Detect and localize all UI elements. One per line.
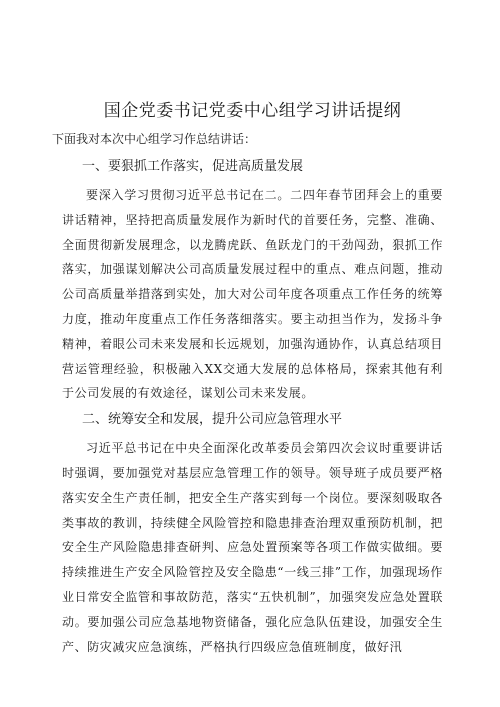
page-title: 国企党委书记党委中心组学习讲话提纲 (103, 101, 402, 121)
section-heading-1: 一、要狠抓工作落实，促进高质量发展 (82, 159, 304, 174)
intro-text: 下面我对本次中心组学习作总结讲话： (52, 132, 257, 146)
section-body-2: 习近平总书记在中央全面深化改革委员会第四次会议时重要讲话时强调，要加强党对基层应急管理工作的领导。领导班子成员要严格落实安全生产责任制，把安全生产落实到每一个岗位。要深刻吸取各类事故的教训，持续健全风险管控和隐患排查治理双重预防机制，把安全生产风险隐患排查研判、应急处置预案等各项工作做实做细。要持续推进生产安全风险管控及安全隐患“一线三排”工作，加强现场作业日常安全监管和事故防范，落实“五快机制”，加强突发应急处置联动。要加强公司应急基地物资储备，强化应急队伍建设，加强安全生产、防灾减灾应急演练，严格执行四级应急值班制度，做好汛 (62, 441, 443, 654)
section-heading-2: 二、统筹安全和发展，提升公司应急管理水平 (82, 412, 343, 428)
section-body-1: 要深入学习贯彻习近平总书记在二。二四年春节团拜会上的重要讲话精神，坚持把高质量发展作为新时代的首要任务，完整、准确、全面贯彻新发展理念，以龙腾虎跃、鱼跃龙门的干劲闯劲，狠抓工作落实，加强谋划解决公司高质量发展过程中的重点、难点问题，推动公司高质量举措落到实处，加大对公司年度各项重点工作任务的统筹力度，推动年度重点工作任务落细落实。要主动担当作为，发扬斗争精神，着眼公司未来发展和长远规划，加强沟通协作，认真总结项目营运管理经验，积极融入XX交通大发展的总体格局，探索其他有利于公司发展的有效途径，谋划公司未来发展。 (62, 188, 443, 401)
